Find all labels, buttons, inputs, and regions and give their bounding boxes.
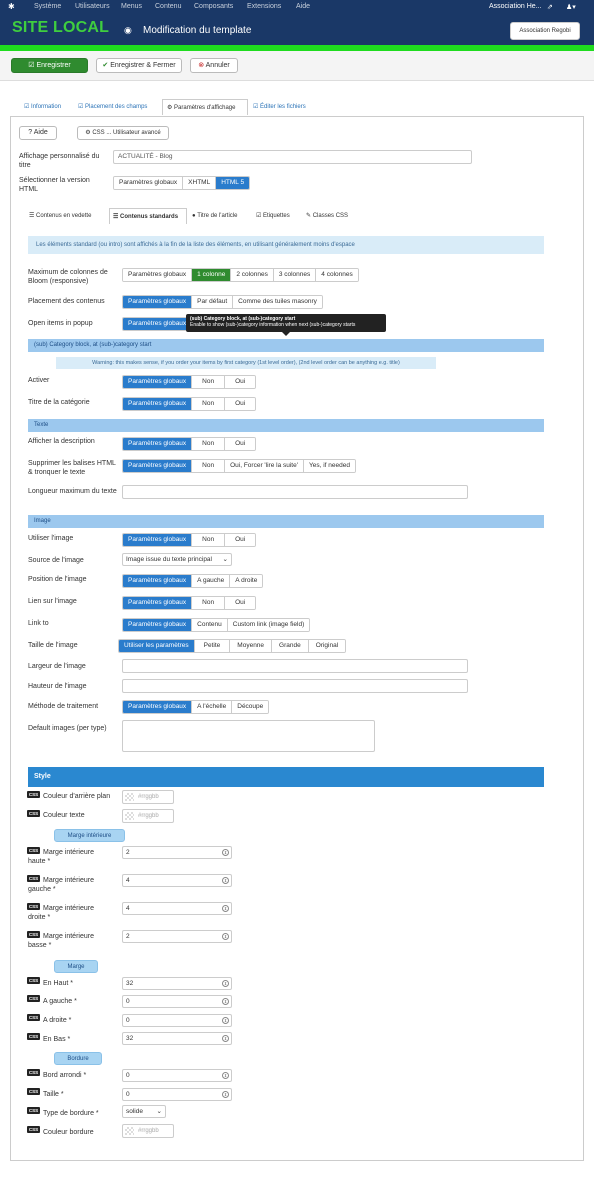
lien-group [122,596,256,610]
menu-extensions[interactable]: Extensions [247,3,282,10]
html-version-label: Sélectionner la version HTML [19,177,90,193]
methode-globaux[interactable]: Paramètres globaux [123,701,192,713]
lien-oui[interactable]: Oui [225,597,255,609]
maxcols-4[interactable]: 4 colonnes [316,269,357,281]
longueur-input[interactable] [122,485,468,499]
m-haut-input[interactable]: 32 ⇕ [122,977,232,990]
default-label: Default images (per type) [28,725,107,732]
m-bas-input[interactable]: 32 ⇕ [122,1032,232,1045]
eye-icon: ◉ [124,25,132,35]
link-globaux[interactable]: Paramètres globaux [123,619,192,631]
check-icon: ☑ [24,104,32,110]
titre-cat-group [122,397,256,411]
check-icon: ✔ [102,62,111,69]
spinner-icon[interactable]: ⇕ [223,1073,228,1078]
suppr-oui[interactable]: Oui, Forcer 'lire la suite' [225,460,304,472]
placement-group [122,295,323,309]
source-select[interactable]: Image issue du texte principal ⌄ [122,553,232,566]
largeur-label: Largeur de l'image [28,663,86,670]
spinner-icon[interactable]: ⇕ [223,1036,228,1041]
spinner-icon[interactable]: ⇕ [223,999,228,1004]
m-gauche-input[interactable]: 0 ⇕ [122,995,232,1008]
desc-group [122,437,256,451]
m-droite-input[interactable]: 0 ⇕ [122,1014,232,1027]
list-icon: ☰ [113,214,121,220]
popup-group [122,317,192,331]
popup-globaux[interactable]: Paramètres globaux [123,318,191,330]
circle-icon: ● [192,213,198,219]
activer-non[interactable]: Non [192,376,225,388]
pos-droite[interactable]: A droite [230,575,262,587]
lien-globaux[interactable]: Paramètres globaux [123,597,192,609]
link-contenu[interactable]: Contenu [192,619,228,631]
css-badge: CSS [28,848,39,853]
css-badge: CSS [28,1034,39,1039]
m-droite-label: A droite * [43,1017,72,1024]
external-link-icon[interactable]: ⇗ [547,4,553,11]
top-navbar [0,0,594,15]
activer-group [122,375,256,389]
tab-fichiers[interactable]: ☑ Éditer les fichiers [253,104,306,110]
mi-haute-label: Marge intérieure haute * [28,849,94,865]
methode-group [122,700,269,714]
check-icon: ☑ [78,104,86,110]
subtab-standards[interactable]: ☰ Contenus standards [109,208,187,224]
b-arrondi-input[interactable]: 0 ⇕ [122,1069,232,1082]
methode-decoupe[interactable]: Découpe [232,701,268,713]
mi-droite-label: Marge intérieure droite * [28,905,94,921]
maxcols-2[interactable]: 2 colonnes [231,269,273,281]
activer-globaux[interactable]: Paramètres globaux [123,376,192,388]
suppr-globaux[interactable]: Paramètres globaux [123,460,192,472]
color-swatch-icon [125,793,134,801]
default-textarea[interactable] [122,720,375,752]
color-swatch-icon [125,1127,134,1135]
use-img-group [122,533,256,547]
save-button[interactable]: ☑ Enregistrer [11,58,88,73]
tooltip-text: Enable to show (sub-)category information when next (sub-)category starts [190,322,356,328]
taille-group [118,639,346,653]
placement-label: Placement des contenus [28,298,105,305]
suppr-label: Supprimer les balises HTML & tronquer le texte [28,460,116,476]
maxcols-label: Maximum de colonnes de Bloom (responsive) [28,269,108,285]
spinner-icon[interactable]: ⇕ [223,1018,228,1023]
chevron-down-icon: ⌄ [156,1108,162,1115]
association-button[interactable]: Association Regobi [510,22,580,40]
link-custom[interactable]: Custom link (image field) [228,619,310,631]
wrench-icon: ✎ [306,213,313,219]
section-texte: Texte [28,419,544,432]
m-gauche-label: A gauche * [43,998,77,1005]
html-xhtml[interactable]: XHTML [183,177,216,189]
desc-oui[interactable]: Oui [225,438,255,450]
save-icon: ☑ [28,62,37,69]
desc-globaux[interactable]: Paramètres globaux [123,438,192,450]
taille-params[interactable]: Utiliser les paramètres [119,640,195,652]
page-title: Modification du template [143,25,252,36]
subtab-classes[interactable]: ✎ Classes CSS [306,213,349,219]
title-label: Affichage personnalisé du titre [19,153,100,169]
placement-defaut[interactable]: Par défaut [192,296,233,308]
css-badge: CSS [28,811,39,816]
b-couleur-label: Couleur bordure [43,1129,94,1136]
activer-oui[interactable]: Oui [225,376,255,388]
source-label: Source de l'image [28,557,84,564]
titre-cat-oui[interactable]: Oui [225,398,255,410]
hauteur-input[interactable] [122,679,468,693]
mi-droite-input[interactable]: 4 ⇕ [122,902,232,915]
bordure-pill: Bordure [54,1052,102,1065]
spinner-icon[interactable]: ⇕ [223,906,228,911]
hauteur-label: Hauteur de l'image [28,683,87,690]
mi-basse-label: Marge intérieure basse * [28,933,94,949]
mi-basse-input[interactable]: 2 ⇕ [122,930,232,943]
mi-haute-input[interactable]: 2 ⇕ [122,846,232,859]
css-badge: CSS [28,1127,39,1132]
cancel-button[interactable]: ⊗ Annuler [190,58,238,73]
section-image: Image [28,515,544,528]
spinner-icon[interactable]: ⇕ [223,850,228,855]
css-badge: CSS [28,792,39,797]
activer-label: Activer [28,377,50,384]
use-img-non[interactable]: Non [192,534,225,546]
spinner-icon[interactable]: ⇕ [223,878,228,883]
subtab-vedette[interactable]: ☰ Contenus en vedette [29,213,92,219]
cancel-icon: ⊗ [198,62,206,69]
spinner-icon[interactable]: ⇕ [223,1092,228,1097]
joomla-logo-icon[interactable]: ✱ [8,2,15,11]
menu-menus[interactable]: Menus [121,3,143,10]
menu-systeme[interactable]: Système [34,3,62,10]
b-taille-input[interactable]: 0 ⇕ [122,1088,232,1101]
mi-gauche-label: Marge intérieure gauche * [28,877,94,893]
site-name[interactable]: SITE LOCAL [12,19,110,36]
warning-banner: Warning: this makes sense, if you order your items by first category (1st level order), (2nd level order can be anything e.g. title) [56,357,436,369]
chevron-down-icon: ⌄ [222,556,228,563]
suppr-yes[interactable]: Yes, if needed [304,460,355,472]
subtab-etiquettes[interactable]: ☑ Etiquettes [256,213,290,219]
mi-gauche-input[interactable]: 4 ⇕ [122,874,232,887]
m-bas-label: En Bas * [43,1036,71,1043]
user-icon[interactable]: ♟▾ [566,4,576,11]
use-img-oui[interactable]: Oui [225,534,255,546]
titre-cat-globaux[interactable]: Paramètres globaux [123,398,192,410]
css-badge: CSS [28,978,39,983]
tab-placement[interactable]: ☑ Placement des champs [78,104,148,110]
taille-petite[interactable]: Petite [195,640,231,652]
css-badge: CSS [28,876,39,881]
check-icon: ☑ [253,104,261,110]
b-type-label: Type de bordure * [43,1110,99,1117]
lien-label: Lien sur l'image [28,598,77,605]
maxcols-3[interactable]: 3 colonnes [274,269,316,281]
b-taille-label: Taille * [43,1091,64,1098]
b-type-select[interactable]: solide ⌄ [122,1105,166,1118]
gear-icon: ⚙ [85,130,93,136]
link-group [122,618,310,632]
css-badge: CSS [28,1070,39,1075]
save-close-button[interactable]: ✔ Enregistrer & Fermer [96,58,182,73]
bg-color-label: Couleur d'arrière plan [43,793,111,800]
placement-globaux[interactable]: Paramètres globaux [123,296,192,308]
taille-original[interactable]: Original [309,640,345,652]
pos-group [122,574,263,588]
site-link[interactable]: Association He... [489,3,542,10]
tooltip-arrow [282,332,290,336]
maxcols-group [122,268,359,282]
largeur-input[interactable] [122,659,468,673]
popup-label: Open items in popup [28,320,93,327]
question-icon: ? [28,129,34,136]
pos-gauche[interactable]: A gauche [192,575,230,587]
b-arrondi-label: Bord arrondi * [43,1072,87,1079]
lien-non[interactable]: Non [192,597,225,609]
titre-cat-label: Titre de la catégorie [28,399,90,406]
html-version-group [113,176,250,190]
menu-utilisateurs[interactable]: Utilisateurs [75,3,110,10]
css-button[interactable]: ⚙ CSS ... Utilisateur avancé [77,126,169,140]
tooltip-title: (sub) Category block, at (sub-)category start [190,316,296,322]
css-badge: CSS [28,932,39,937]
methode-echelle[interactable]: A l'échelle [192,701,232,713]
maxcols-globaux[interactable]: Paramètres globaux [123,269,192,281]
suppr-non[interactable]: Non [192,460,225,472]
titre-cat-non[interactable]: Non [192,398,225,410]
css-badge: CSS [28,996,39,1001]
html-html5[interactable]: HTML 5 [216,177,249,189]
check-icon: ☑ [256,213,264,219]
text-color-label: Couleur texte [43,812,85,819]
tooltip [186,314,386,332]
info-banner: Les éléments standard (ou intro) sont affichés à la fin de la liste des éléments, en utilisant généralement moins d'espace [28,236,544,254]
tab-parametres[interactable]: ⚙ Paramètres d'affichage [162,99,248,115]
placement-masonry[interactable]: Comme des tuiles masonry [233,296,322,308]
spinner-icon[interactable]: ⇕ [223,934,228,939]
longueur-label: Longueur maximum du texte [28,488,117,495]
desc-label: Afficher la description [28,438,95,445]
pos-globaux[interactable]: Paramètres globaux [123,575,192,587]
toolbar [0,51,594,81]
html-globaux[interactable]: Paramètres globaux [114,177,183,189]
taille-grande[interactable]: Grande [272,640,309,652]
pos-label: Position de l'image [28,576,87,583]
use-img-globaux[interactable]: Paramètres globaux [123,534,192,546]
m-haut-label: En Haut * [43,980,73,987]
b-couleur-input[interactable]: #rrggbb [122,1124,174,1138]
text-color-input[interactable]: #rrggbb [122,809,174,823]
menu-composants[interactable]: Composants [194,3,234,10]
help-button[interactable]: ? Aide [19,126,57,140]
list-icon: ☰ [29,213,37,219]
methode-label: Méthode de traitement [28,703,99,710]
section-category-block: (sub) Category block, at (sub-)category start [28,339,544,352]
subtab-titre[interactable]: ● Titre de l'article [192,213,238,219]
desc-non[interactable]: Non [192,438,225,450]
menu-contenu[interactable]: Contenu [155,3,182,10]
use-img-label: Utiliser l'image [28,535,74,542]
taille-label: Taille de l'image [28,642,78,649]
css-badge: CSS [28,1108,39,1113]
maxcols-1[interactable]: 1 colonne [192,269,231,281]
css-badge: CSS [28,1089,39,1094]
color-swatch-icon [125,812,134,820]
gear-icon: ⚙ [167,105,175,111]
spinner-icon[interactable]: ⇕ [223,981,228,986]
section-style: Style [28,767,544,787]
css-badge: CSS [28,904,39,909]
marge-interieure-pill: Marge intérieure [54,829,125,842]
title-input[interactable]: ACTUALITÉ - Blog [113,150,472,164]
taille-moyenne[interactable]: Moyenne [230,640,272,652]
marge-pill: Marge [54,960,98,973]
suppr-group [122,459,356,473]
css-badge: CSS [28,1015,39,1020]
bg-color-input[interactable]: #rrggbb [122,790,174,804]
menu-aide[interactable]: Aide [296,3,311,10]
link-label: Link to [28,620,49,627]
tab-information[interactable]: ☑ Information [24,104,62,110]
